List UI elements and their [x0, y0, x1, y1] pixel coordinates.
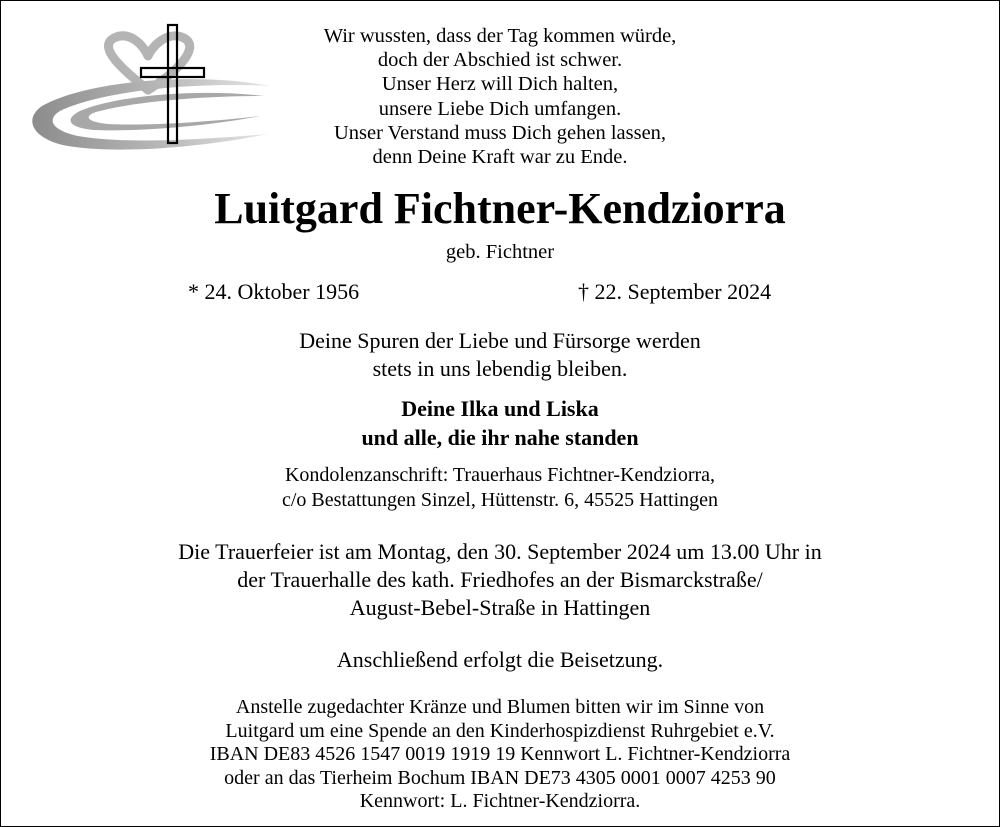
mourners-line: Deine Ilka und Liska: [401, 396, 599, 421]
donation-line: IBAN DE83 4526 1547 0019 1919 19 Kennwort L. Fichtner-Kendziorra: [209, 743, 791, 765]
condolence-address: [0, 463, 1000, 513]
poem-line: Wir wussten, dass der Tag kommen würde,: [323, 25, 677, 47]
burial-note: Anschließend erfolgt die Beisetzung.: [336, 647, 664, 672]
poem-line: unsere Liebe Dich umfangen.: [378, 97, 622, 120]
poem-line: denn Deine Kraft war zu Ende.: [372, 146, 628, 169]
mourners-line: und alle, die ihr nahe standen: [361, 425, 639, 450]
donation-line: oder an das Tierheim Bochum IBAN DE73 4305 0001 0007 4253 90: [224, 766, 776, 789]
memorial-text: [0, 327, 1000, 383]
memorial-line: Deine Spuren der Liebe und Fürsorge werden: [299, 328, 701, 353]
donation-line: Luitgard um eine Spende an den Kinderhospizdienst Ruhrgebiet e.V.: [225, 719, 775, 742]
deceased-name: Luitgard Fichtner-Kendziorra: [214, 184, 786, 233]
memorial-line: stets in uns lebendig bleiben.: [372, 356, 628, 381]
poem-block: [0, 24, 1000, 169]
service-line: Die Trauerfeier ist am Montag, den 30. September 2024 um 13.00 Uhr in: [178, 539, 822, 564]
funeral-service: [0, 538, 1000, 622]
donation-line: Anstelle zugedachter Kränze und Blumen bitten wir im Sinne von: [235, 696, 765, 718]
donation-line: Kennwort: L. Fichtner-Kendziorra.: [359, 790, 641, 812]
service-line: der Trauerhalle des kath. Friedhofes an der Bismarckstraße/: [237, 567, 763, 592]
condolence-line: Kondolenzanschrift: Trauerhaus Fichtner-Kendziorra,: [284, 464, 716, 486]
poem-line: doch der Abschied ist schwer.: [377, 49, 623, 72]
poem-line: Unser Verstand muss Dich gehen lassen,: [333, 121, 667, 144]
death-date: † 22. September 2024: [578, 279, 772, 304]
condolence-line: c/o Bestattungen Sinzel, Hüttenstr. 6, 45525 Hattingen: [281, 489, 719, 511]
donation-request: [0, 696, 1000, 814]
birth-date: * 24. Oktober 1956: [188, 279, 360, 304]
mourners: [0, 394, 1000, 452]
service-line: August-Bebel-Straße in Hattingen: [349, 595, 651, 620]
maiden-name: geb. Fichtner: [445, 241, 555, 263]
poem-line: Unser Herz will Dich halten,: [381, 73, 619, 96]
